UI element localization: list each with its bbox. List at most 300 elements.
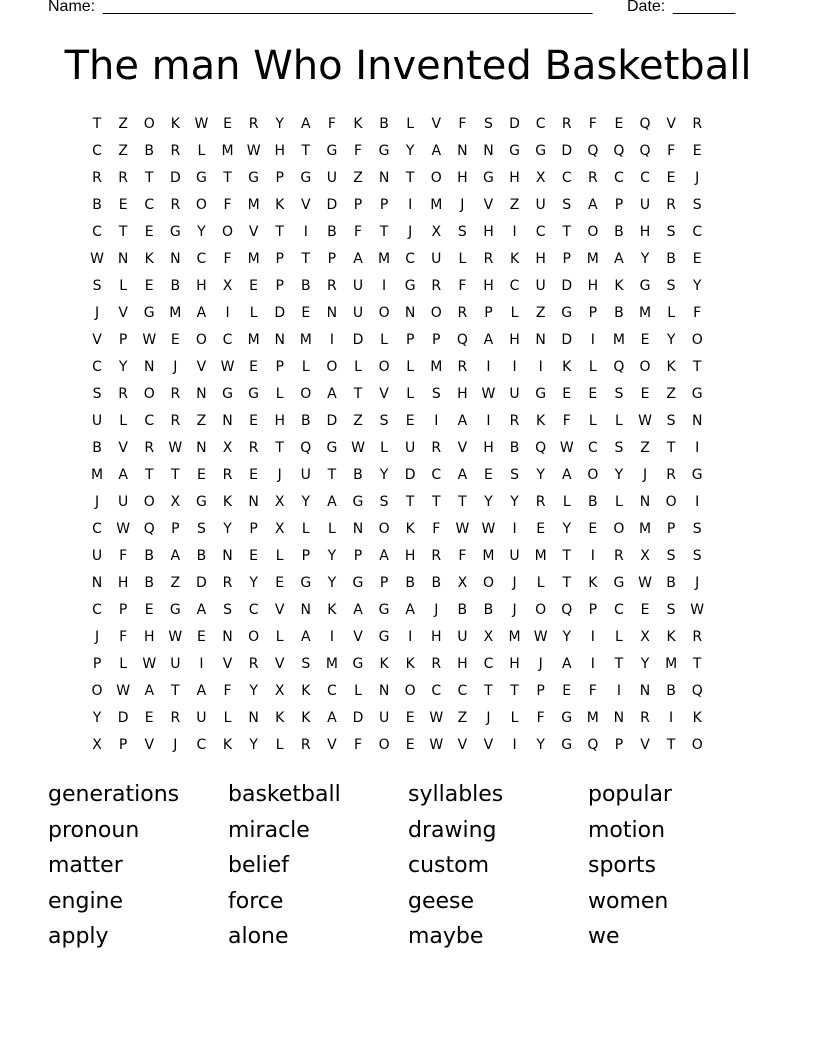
grid-letter[interactable]: M bbox=[508, 629, 521, 645]
grid-letter[interactable]: V bbox=[301, 197, 311, 213]
grid-letter[interactable]: R bbox=[431, 656, 442, 672]
grid-letter[interactable]: R bbox=[248, 116, 259, 132]
grid-letter[interactable]: C bbox=[405, 251, 416, 267]
grid-letter[interactable]: H bbox=[587, 278, 599, 294]
grid-letter[interactable]: E bbox=[249, 548, 259, 564]
grid-letter[interactable]: A bbox=[457, 413, 468, 429]
grid-letter[interactable]: G bbox=[248, 386, 260, 402]
grid-letter[interactable]: F bbox=[327, 116, 336, 132]
grid-letter[interactable]: P bbox=[405, 332, 415, 348]
grid-letter[interactable]: H bbox=[404, 548, 416, 564]
grid-letter[interactable]: E bbox=[562, 386, 572, 402]
grid-letter[interactable]: E bbox=[196, 467, 206, 483]
grid-letter[interactable]: Y bbox=[640, 656, 650, 672]
grid-letter[interactable]: V bbox=[196, 359, 207, 375]
grid-letter[interactable]: T bbox=[301, 143, 311, 159]
grid-letter[interactable]: G bbox=[352, 656, 364, 672]
grid-letter[interactable]: E bbox=[249, 359, 259, 375]
grid-letter[interactable]: B bbox=[379, 116, 389, 132]
grid-letter[interactable]: G bbox=[143, 305, 155, 321]
grid-letter[interactable]: D bbox=[117, 710, 129, 726]
grid-letter[interactable]: K bbox=[562, 359, 572, 375]
grid-letter[interactable]: C bbox=[92, 224, 102, 240]
grid-letter[interactable]: C bbox=[92, 359, 102, 375]
grid-letter[interactable]: E bbox=[640, 332, 650, 348]
grid-letter[interactable]: G bbox=[404, 278, 416, 294]
grid-letter[interactable]: R bbox=[222, 575, 233, 591]
grid-letter[interactable]: Q bbox=[639, 116, 651, 132]
grid-letter[interactable]: L bbox=[406, 386, 415, 402]
grid-letter[interactable]: V bbox=[483, 197, 494, 213]
grid-letter[interactable]: S bbox=[457, 224, 467, 240]
grid-letter[interactable]: Z bbox=[353, 413, 363, 429]
grid-letter[interactable]: O bbox=[587, 224, 599, 240]
grid-letter[interactable]: P bbox=[484, 305, 493, 321]
grid-letter[interactable]: A bbox=[301, 116, 311, 132]
grid-letter[interactable]: O bbox=[587, 467, 599, 483]
grid-letter[interactable]: T bbox=[379, 224, 389, 240]
grid-letter[interactable]: Q bbox=[639, 143, 651, 159]
grid-letter[interactable]: R bbox=[587, 170, 598, 186]
grid-letter[interactable]: L bbox=[275, 737, 284, 753]
grid-letter[interactable]: Q bbox=[561, 602, 573, 618]
grid-letter[interactable]: O bbox=[143, 116, 155, 132]
grid-letter[interactable]: Y bbox=[327, 548, 337, 564]
grid-letter[interactable]: G bbox=[352, 575, 364, 591]
grid-letter[interactable]: V bbox=[118, 305, 128, 321]
grid-letter[interactable]: R bbox=[431, 440, 442, 456]
grid-letter[interactable]: C bbox=[692, 224, 703, 240]
grid-letter[interactable]: S bbox=[692, 197, 702, 213]
grid-letter[interactable]: N bbox=[222, 629, 233, 645]
grid-letter[interactable]: U bbox=[457, 629, 468, 645]
grid-letter[interactable]: Y bbox=[640, 251, 650, 267]
name-field[interactable]: _______________________________________________________ bbox=[103, 0, 593, 15]
grid-letter[interactable]: O bbox=[482, 575, 494, 591]
grid-letter[interactable]: I bbox=[408, 629, 413, 645]
grid-letter[interactable]: L bbox=[536, 575, 545, 591]
grid-letter[interactable]: B bbox=[457, 602, 468, 618]
grid-letter[interactable]: R bbox=[692, 629, 703, 645]
grid-letter[interactable]: P bbox=[118, 737, 128, 753]
grid-letter[interactable]: K bbox=[301, 710, 311, 726]
grid-letter[interactable]: J bbox=[94, 629, 100, 645]
grid-letter[interactable]: W bbox=[481, 386, 496, 402]
grid-letter[interactable]: A bbox=[405, 602, 415, 618]
grid-letter[interactable]: N bbox=[248, 494, 259, 510]
grid-letter[interactable]: P bbox=[118, 332, 128, 348]
grid-letter[interactable]: X bbox=[274, 494, 285, 510]
grid-letter[interactable]: Y bbox=[327, 575, 337, 591]
grid-letter[interactable]: F bbox=[353, 143, 363, 159]
grid-letter[interactable]: C bbox=[196, 737, 207, 753]
grid-letter[interactable]: O bbox=[378, 737, 390, 753]
grid-letter[interactable]: T bbox=[562, 548, 572, 564]
grid-letter[interactable]: L bbox=[275, 386, 284, 402]
grid-letter[interactable]: N bbox=[326, 305, 338, 321]
grid-letter[interactable]: J bbox=[460, 197, 465, 213]
grid-letter[interactable]: O bbox=[535, 602, 547, 618]
grid-letter[interactable]: U bbox=[352, 305, 364, 321]
grid-letter[interactable]: E bbox=[275, 575, 285, 591]
grid-letter[interactable]: V bbox=[353, 629, 363, 645]
grid-letter[interactable]: N bbox=[91, 575, 103, 591]
grid-letter[interactable]: F bbox=[353, 737, 363, 753]
grid-letter[interactable]: T bbox=[405, 494, 415, 510]
grid-letter[interactable]: N bbox=[222, 413, 233, 429]
grid-letter[interactable]: C bbox=[509, 278, 520, 294]
grid-letter[interactable]: X bbox=[483, 629, 494, 645]
grid-letter[interactable]: W bbox=[429, 710, 444, 726]
grid-letter[interactable]: T bbox=[431, 494, 441, 510]
grid-letter[interactable]: Y bbox=[562, 521, 572, 537]
grid-letter[interactable]: G bbox=[378, 602, 390, 618]
grid-letter[interactable]: P bbox=[353, 548, 363, 564]
grid-letter[interactable]: N bbox=[535, 332, 546, 348]
grid-letter[interactable]: H bbox=[457, 170, 468, 186]
grid-letter[interactable]: B bbox=[170, 278, 181, 294]
grid-letter[interactable]: C bbox=[92, 143, 102, 159]
grid-letter[interactable]: M bbox=[430, 359, 443, 375]
grid-letter[interactable]: T bbox=[353, 386, 363, 402]
grid-letter[interactable]: M bbox=[169, 305, 182, 321]
grid-letter[interactable]: E bbox=[614, 116, 624, 132]
grid-letter[interactable]: L bbox=[510, 305, 519, 321]
grid-letter[interactable]: V bbox=[144, 737, 155, 753]
grid-letter[interactable]: Z bbox=[535, 305, 546, 321]
grid-letter[interactable]: D bbox=[196, 575, 207, 591]
grid-letter[interactable]: F bbox=[693, 305, 702, 321]
grid-letter[interactable]: I bbox=[512, 737, 517, 753]
grid-letter[interactable]: G bbox=[483, 170, 494, 186]
grid-letter[interactable]: P bbox=[379, 197, 389, 213]
grid-letter[interactable]: R bbox=[170, 413, 181, 429]
grid-letter[interactable]: D bbox=[352, 710, 364, 726]
grid-letter[interactable]: E bbox=[144, 224, 154, 240]
grid-letter[interactable]: H bbox=[457, 656, 468, 672]
grid-letter[interactable]: I bbox=[590, 332, 595, 348]
grid-letter[interactable]: K bbox=[222, 737, 233, 753]
grid-letter[interactable]: J bbox=[695, 170, 700, 186]
grid-letter[interactable]: O bbox=[195, 332, 207, 348]
grid-letter[interactable]: E bbox=[249, 467, 259, 483]
grid-letter[interactable]: A bbox=[561, 467, 572, 483]
grid-letter[interactable]: R bbox=[457, 359, 468, 375]
grid-letter[interactable]: M bbox=[378, 251, 391, 267]
grid-letter[interactable]: T bbox=[223, 170, 232, 186]
grid-letter[interactable]: Q bbox=[300, 440, 312, 456]
grid-letter[interactable]: R bbox=[144, 440, 155, 456]
grid-letter[interactable]: U bbox=[170, 656, 181, 672]
grid-letter[interactable]: L bbox=[119, 413, 128, 429]
grid-letter[interactable]: E bbox=[536, 521, 546, 537]
grid-letter[interactable]: T bbox=[171, 683, 180, 699]
grid-letter[interactable]: K bbox=[405, 521, 415, 537]
grid-letter[interactable]: L bbox=[380, 332, 388, 348]
grid-letter[interactable]: R bbox=[300, 737, 311, 753]
grid-letter[interactable]: W bbox=[168, 440, 183, 456]
grid-letter[interactable]: A bbox=[327, 710, 337, 726]
grid-letter[interactable]: U bbox=[378, 710, 390, 726]
grid-letter[interactable]: K bbox=[379, 656, 389, 672]
grid-letter[interactable]: F bbox=[119, 548, 128, 564]
grid-letter[interactable]: F bbox=[667, 143, 676, 159]
grid-letter[interactable]: X bbox=[274, 521, 285, 537]
grid-letter[interactable]: Y bbox=[510, 494, 519, 510]
grid-letter[interactable]: K bbox=[692, 710, 702, 726]
grid-letter[interactable]: K bbox=[614, 278, 624, 294]
grid-letter[interactable]: M bbox=[534, 548, 547, 564]
grid-letter[interactable]: U bbox=[535, 197, 546, 213]
grid-letter[interactable]: Q bbox=[613, 359, 625, 375]
grid-letter[interactable]: F bbox=[432, 521, 441, 537]
grid-letter[interactable]: C bbox=[248, 602, 259, 618]
grid-letter[interactable]: R bbox=[431, 278, 442, 294]
grid-letter[interactable]: C bbox=[144, 197, 155, 213]
grid-letter[interactable]: P bbox=[536, 683, 545, 699]
grid-letter[interactable]: M bbox=[299, 332, 312, 348]
grid-letter[interactable]: C bbox=[431, 467, 442, 483]
grid-letter[interactable]: T bbox=[666, 737, 676, 753]
grid-letter[interactable]: C bbox=[222, 332, 233, 348]
grid-letter[interactable]: E bbox=[170, 332, 180, 348]
grid-letter[interactable]: U bbox=[300, 467, 311, 483]
grid-letter[interactable]: O bbox=[195, 197, 207, 213]
grid-letter[interactable]: G bbox=[509, 143, 520, 159]
grid-letter[interactable]: F bbox=[458, 116, 467, 132]
grid-letter[interactable]: S bbox=[196, 521, 206, 537]
grid-letter[interactable]: E bbox=[484, 467, 493, 483]
grid-letter[interactable]: H bbox=[509, 332, 520, 348]
grid-letter[interactable]: S bbox=[92, 278, 102, 294]
grid-letter[interactable]: U bbox=[352, 278, 364, 294]
grid-letter[interactable]: M bbox=[247, 251, 260, 267]
grid-letter[interactable]: F bbox=[353, 224, 363, 240]
grid-letter[interactable]: B bbox=[431, 575, 442, 591]
grid-letter[interactable]: L bbox=[354, 359, 362, 375]
grid-letter[interactable]: R bbox=[457, 305, 468, 321]
grid-letter[interactable]: N bbox=[483, 143, 494, 159]
grid-letter[interactable]: I bbox=[512, 224, 517, 240]
grid-letter[interactable]: T bbox=[562, 575, 572, 591]
grid-letter[interactable]: V bbox=[457, 737, 468, 753]
grid-letter[interactable]: K bbox=[301, 683, 311, 699]
grid-letter[interactable]: L bbox=[562, 494, 571, 510]
grid-letter[interactable]: B bbox=[144, 575, 155, 591]
grid-letter[interactable]: L bbox=[223, 710, 232, 726]
grid-letter[interactable]: V bbox=[118, 440, 128, 456]
grid-letter[interactable]: K bbox=[275, 710, 285, 726]
grid-letter[interactable]: G bbox=[352, 494, 364, 510]
grid-letter[interactable]: V bbox=[483, 737, 494, 753]
grid-letter[interactable]: H bbox=[117, 575, 129, 591]
grid-letter[interactable]: J bbox=[408, 224, 413, 240]
grid-letter[interactable]: M bbox=[586, 251, 599, 267]
grid-letter[interactable]: Z bbox=[666, 386, 676, 402]
grid-letter[interactable]: E bbox=[405, 710, 415, 726]
grid-letter[interactable]: B bbox=[196, 548, 207, 564]
grid-letter[interactable]: O bbox=[639, 359, 651, 375]
grid-letter[interactable]: I bbox=[590, 548, 595, 564]
grid-letter[interactable]: H bbox=[431, 629, 442, 645]
grid-letter[interactable]: B bbox=[509, 440, 520, 456]
grid-letter[interactable]: I bbox=[695, 494, 700, 510]
grid-letter[interactable]: B bbox=[666, 251, 676, 267]
grid-letter[interactable]: I bbox=[329, 629, 334, 645]
grid-letter[interactable]: V bbox=[666, 116, 676, 132]
grid-letter[interactable]: W bbox=[220, 359, 235, 375]
grid-letter[interactable]: W bbox=[533, 629, 548, 645]
grid-letter[interactable]: S bbox=[92, 386, 102, 402]
grid-letter[interactable]: L bbox=[458, 251, 467, 267]
grid-letter[interactable]: L bbox=[406, 359, 415, 375]
grid-letter[interactable]: S bbox=[666, 548, 676, 564]
grid-letter[interactable]: I bbox=[408, 197, 413, 213]
grid-letter[interactable]: B bbox=[614, 224, 624, 240]
grid-letter[interactable]: H bbox=[483, 440, 494, 456]
grid-letter[interactable]: C bbox=[535, 116, 546, 132]
grid-letter[interactable]: Y bbox=[379, 467, 389, 483]
grid-letter[interactable]: R bbox=[692, 116, 703, 132]
grid-letter[interactable]: T bbox=[118, 224, 128, 240]
grid-letter[interactable]: M bbox=[586, 710, 599, 726]
grid-letter[interactable]: C bbox=[614, 170, 624, 186]
grid-letter[interactable]: T bbox=[405, 170, 415, 186]
grid-letter[interactable]: O bbox=[143, 386, 155, 402]
grid-letter[interactable]: Y bbox=[92, 710, 102, 726]
grid-letter[interactable]: M bbox=[612, 332, 625, 348]
grid-letter[interactable]: I bbox=[512, 359, 517, 375]
grid-letter[interactable]: N bbox=[274, 332, 285, 348]
grid-letter[interactable]: K bbox=[353, 116, 363, 132]
grid-letter[interactable]: G bbox=[535, 143, 547, 159]
grid-letter[interactable]: A bbox=[301, 629, 311, 645]
grid-letter[interactable]: X bbox=[222, 278, 233, 294]
grid-letter[interactable]: I bbox=[486, 413, 491, 429]
grid-letter[interactable]: D bbox=[326, 413, 338, 429]
grid-letter[interactable]: L bbox=[301, 521, 310, 537]
grid-letter[interactable]: I bbox=[199, 656, 204, 672]
grid-letter[interactable]: S bbox=[614, 386, 624, 402]
grid-letter[interactable]: P bbox=[301, 548, 311, 564]
grid-letter[interactable]: X bbox=[274, 683, 285, 699]
grid-letter[interactable]: V bbox=[327, 737, 337, 753]
grid-letter[interactable]: E bbox=[249, 413, 259, 429]
grid-letter[interactable]: L bbox=[327, 521, 336, 537]
grid-letter[interactable]: T bbox=[144, 170, 154, 186]
grid-letter[interactable]: A bbox=[483, 332, 494, 348]
grid-letter[interactable]: C bbox=[614, 602, 624, 618]
grid-letter[interactable]: F bbox=[119, 629, 128, 645]
grid-letter[interactable]: Z bbox=[196, 413, 207, 429]
grid-letter[interactable]: R bbox=[248, 656, 259, 672]
grid-letter[interactable]: A bbox=[196, 683, 207, 699]
grid-letter[interactable]: I bbox=[434, 413, 439, 429]
grid-letter[interactable]: N bbox=[639, 683, 651, 699]
grid-letter[interactable]: X bbox=[431, 224, 442, 240]
grid-letter[interactable]: O bbox=[691, 332, 703, 348]
grid-letter[interactable]: W bbox=[116, 683, 131, 699]
grid-letter[interactable]: S bbox=[666, 224, 676, 240]
grid-letter[interactable]: I bbox=[590, 629, 595, 645]
grid-letter[interactable]: X bbox=[535, 170, 546, 186]
grid-letter[interactable]: E bbox=[692, 251, 702, 267]
grid-letter[interactable]: G bbox=[691, 467, 703, 483]
grid-letter[interactable]: W bbox=[429, 737, 444, 753]
grid-letter[interactable]: Z bbox=[170, 575, 181, 591]
grid-letter[interactable]: U bbox=[118, 494, 129, 510]
grid-letter[interactable]: M bbox=[638, 305, 652, 321]
grid-letter[interactable]: H bbox=[196, 278, 207, 294]
grid-letter[interactable]: T bbox=[510, 683, 519, 699]
grid-letter[interactable]: H bbox=[483, 278, 494, 294]
grid-letter[interactable]: O bbox=[613, 521, 625, 537]
grid-letter[interactable]: B bbox=[327, 224, 337, 240]
grid-letter[interactable]: W bbox=[455, 521, 470, 537]
grid-letter[interactable]: M bbox=[325, 656, 338, 672]
grid-letter[interactable]: U bbox=[405, 440, 416, 456]
grid-letter[interactable]: L bbox=[380, 440, 388, 456]
grid-letter[interactable]: W bbox=[559, 440, 574, 456]
grid-letter[interactable]: C bbox=[92, 602, 102, 618]
grid-letter[interactable]: I bbox=[590, 656, 595, 672]
grid-letter[interactable]: Y bbox=[614, 467, 624, 483]
grid-letter[interactable]: D bbox=[274, 305, 286, 321]
grid-letter[interactable]: N bbox=[170, 251, 181, 267]
grid-letter[interactable]: M bbox=[91, 467, 104, 483]
grid-letter[interactable]: I bbox=[695, 440, 700, 456]
grid-letter[interactable]: Y bbox=[275, 116, 284, 132]
grid-letter[interactable]: L bbox=[275, 629, 284, 645]
grid-letter[interactable]: Y bbox=[692, 278, 702, 294]
grid-letter[interactable]: O bbox=[378, 359, 390, 375]
grid-letter[interactable]: Q bbox=[456, 332, 468, 348]
grid-letter[interactable]: Y bbox=[405, 143, 415, 159]
grid-letter[interactable]: C bbox=[431, 683, 442, 699]
grid-letter[interactable]: W bbox=[690, 602, 705, 618]
grid-letter[interactable]: T bbox=[327, 467, 337, 483]
grid-letter[interactable]: T bbox=[144, 467, 154, 483]
grid-letter[interactable]: M bbox=[221, 143, 234, 159]
grid-letter[interactable]: A bbox=[379, 548, 389, 564]
grid-letter[interactable]: Y bbox=[249, 683, 258, 699]
grid-letter[interactable]: R bbox=[666, 197, 676, 213]
grid-letter[interactable]: Y bbox=[301, 494, 311, 510]
grid-letter[interactable]: G bbox=[195, 494, 207, 510]
grid-letter[interactable]: N bbox=[691, 413, 703, 429]
grid-letter[interactable]: W bbox=[116, 521, 131, 537]
grid-letter[interactable]: P bbox=[588, 602, 598, 618]
grid-letter[interactable]: C bbox=[640, 170, 650, 186]
grid-letter[interactable]: C bbox=[587, 440, 598, 456]
grid-letter[interactable]: E bbox=[405, 413, 415, 429]
grid-letter[interactable]: G bbox=[691, 386, 703, 402]
grid-letter[interactable]: Y bbox=[536, 737, 545, 753]
grid-letter[interactable]: S bbox=[692, 548, 702, 564]
grid-letter[interactable]: U bbox=[91, 413, 103, 429]
grid-letter[interactable]: D bbox=[352, 332, 364, 348]
grid-letter[interactable]: B bbox=[405, 575, 415, 591]
grid-letter[interactable]: E bbox=[562, 683, 572, 699]
grid-letter[interactable]: A bbox=[353, 251, 363, 267]
grid-letter[interactable]: K bbox=[222, 494, 233, 510]
grid-letter[interactable]: W bbox=[638, 413, 652, 429]
grid-letter[interactable]: U bbox=[509, 386, 520, 402]
grid-letter[interactable]: R bbox=[92, 170, 102, 186]
grid-letter[interactable]: F bbox=[458, 278, 467, 294]
grid-letter[interactable]: L bbox=[275, 548, 284, 564]
grid-letter[interactable]: P bbox=[171, 521, 180, 537]
